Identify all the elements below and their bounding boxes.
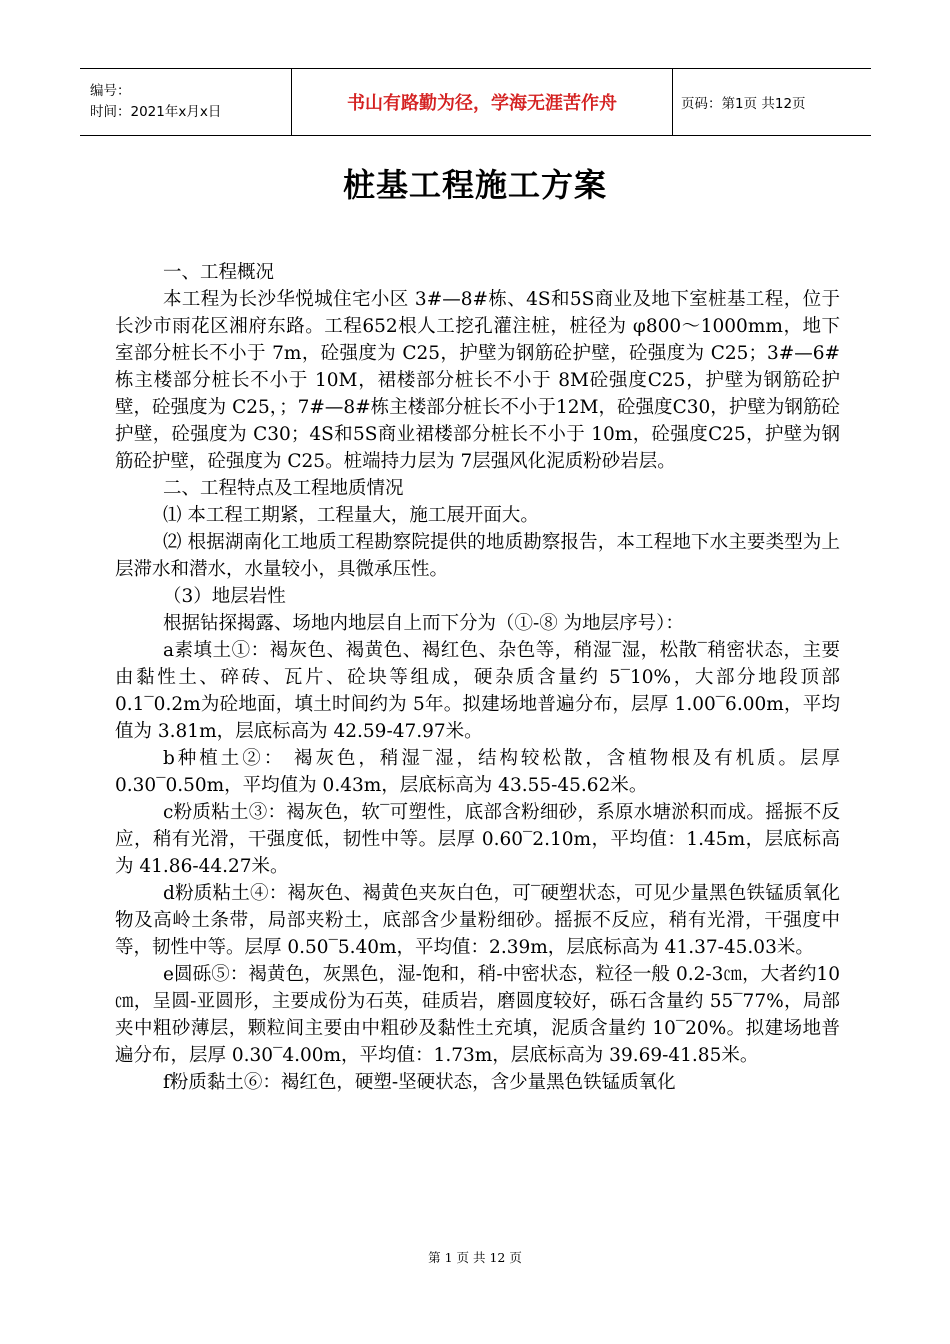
document-header [80,68,871,136]
time-label: 时间：2021年x月x日 [90,104,222,120]
paragraph: 本工程为长沙华悦城住宅小区 3#—8#栋、4S和5S商业及地下室桩基工程，位于长沙市雨花区湘府东路。工程652根人工挖孔灌注桩，桩径为 φ800～1000mm，地下室部分桩长不小于 7m，砼强度为 C25，护壁为钢筋砼护壁，砼强度为 C25；3#—6#栋主楼部分桩长不小于 10M，裙楼部分桩长不小于 8M砼强度C25，护壁为钢筋砼护壁，砼强度为 C25，；7#—8#栋主楼部分桩长不小于12M，砼强度C30，护壁为钢筋砼护壁，砼强度为 C30；4S和5S商业裙楼部分桩长不小于 10m，砼强度C25，护壁为钢筋砼护壁，砼强度为 C25。桩端持力层为 7层强风化泥质粉砂岩层。 [115,289,840,472]
paragraph: b种植土②： 褐灰色，稍湿‾湿，结构较松散，含植物根及有机质。层厚 0.30‾0.50m，平均值为 0.43m，层底标高为 43.55-45.62米。 [115,748,840,796]
paragraph: d粉质粘土④：褐灰色、褐黄色夹灰白色，可‾硬塑状态，可见少量黑色铁锰质氧化物及高岭土条带，局部夹粉土，底部含少量粉细砂。摇振不反应，稍有光滑，干强度中等，韧性中等。层厚 0.50‾5.40m，平均值：2.39m，层底标高为 41.37-45.03米。 [115,883,840,958]
section-heading: 二、工程特点及工程地质情况 [163,478,404,499]
number-label: 编号： [90,83,131,99]
page-footer: 第 1 页 共 12 页 [428,1250,522,1265]
paragraph: ⑴ 本工程工期紧，工程量大，施工展开面大。 [163,505,539,526]
section-heading: 一、工程概况 [163,262,275,283]
document-body [115,259,840,1096]
paragraph: ⑵ 根据湖南化工地质工程勘察院提供的地质勘察报告，本工程地下水主要类型为上层滞水和潜水，水量较小，具微承压性。 [115,532,840,580]
paragraph: 根据钻探揭露、场地内地层自上而下分为（①-⑧ 为地层序号）： [163,613,684,634]
paragraph: e圆砾⑤：褐黄色，灰黑色，湿-饱和，稍-中密状态，粒径一般 0.2-3㎝，大者约10㎝，呈圆-亚圆形，主要成份为石英，硅质岩，磨圆度较好，砾石含量约 55‾77%，局部夹中粗砂薄层，颗粒间主要由中粗砂及黏性土充填，泥质含量约 10‾20%。拟建场地普遍分布，层厚 0.30‾4.00m，平均值：1.73m，层底标高为 39.69-41.85米。 [115,964,840,1066]
page-title: 桩基工程施工方案 [342,166,607,204]
paragraph: （3）地层岩性 [163,586,286,607]
header-meta [80,69,292,136]
paragraph: c粉质粘土③：褐灰色，软‾可塑性，底部含粉细砂，系原水塘淤积而成。摇振不反应，稍有光滑，干强度低，韧性中等。层厚 0.60‾2.10m，平均值：1.45m，层底标高为 41.86-44.27米。 [115,802,840,877]
paragraph: a素填土①：褐灰色、褐黄色、褐红色、杂色等，稍湿‾湿，松散‾稍密状态，主要由黏性土、碎砖、瓦片、砼块等组成，硬杂质含量约 5‾10%，大部分地段顶部 0.1‾0.2m为砼地面，填土时间约为 5年。拟建场地普遍分布，层厚 1.00‾6.00m，平均值为 3.81m，层底标高为 42.59-47.97米。 [115,640,840,742]
page-info: 页码：第1页 共12页 [681,96,806,112]
motto: 书山有路勤为径，学海无涯苦作舟 [292,69,673,136]
paragraph: f粉质黏土⑥：褐红色，硬塑-坚硬状态，含少量黑色铁锰质氧化 [163,1072,676,1093]
